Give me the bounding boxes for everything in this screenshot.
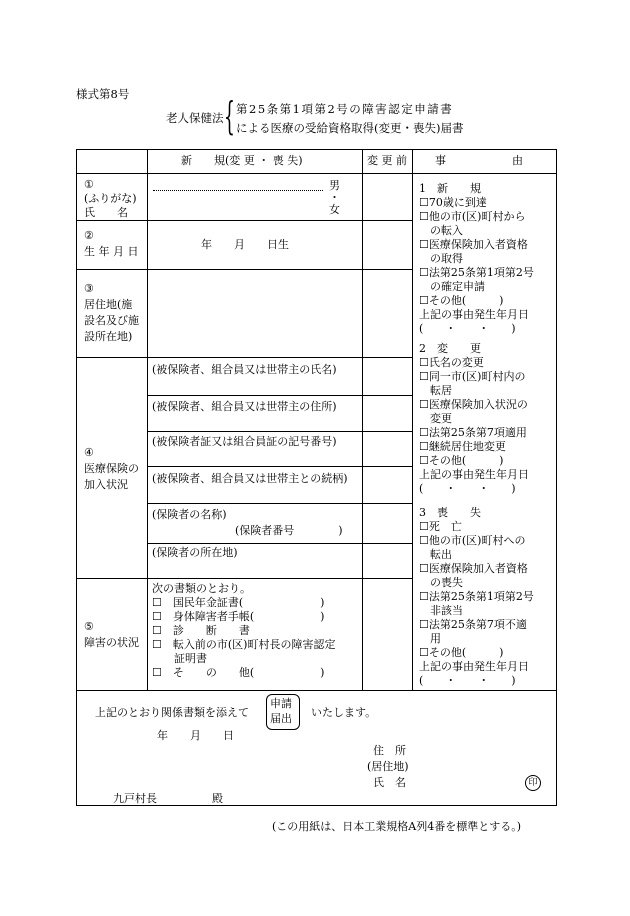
footer-note: (この用紙は、日本工業規格A列4番を標準とする。)	[272, 820, 522, 833]
reason-line: 転居	[419, 384, 452, 397]
reason-line: ( ・ ・ )	[419, 674, 516, 687]
name-furigana-label: (ふりがな)	[84, 192, 137, 205]
reason-line: 上記の事由発生年月日	[419, 468, 529, 481]
reason-line: ☐医療保険加入状況の	[419, 398, 528, 411]
reason-line: ( ・ ・ )	[419, 482, 516, 495]
insurance-item: (被保険者証又は組合員証の記号番号)	[152, 435, 337, 448]
insurance-number: ④	[84, 446, 94, 459]
addressee: 九戸村長 殿	[113, 792, 223, 805]
reason-line: ☐氏名の変更	[419, 356, 484, 369]
reason-line: ☐法第25条第7項不適	[419, 618, 527, 631]
reason-line: の喪失	[419, 576, 463, 589]
title-line-2: による医療の受給資格取得(変更・喪失)届書	[236, 121, 464, 135]
form-table	[76, 149, 557, 806]
reason-change	[419, 342, 529, 496]
insurance-item: (保険者の名称)	[152, 508, 227, 521]
reason-line: 2 変 更	[419, 342, 481, 355]
birth-number: ②	[84, 229, 94, 242]
option-notify: 届出	[270, 712, 292, 725]
insurance-item: (保険者番号 )	[235, 524, 343, 537]
male-label: 男	[329, 179, 340, 192]
reason-line: ☐法第25条第7項適用	[419, 426, 527, 439]
birth-value: 年 月 日生	[201, 238, 289, 251]
disability-item: ☐ そ の 他( )	[152, 666, 325, 679]
seal-mark: 印	[525, 775, 541, 791]
disability-label: 障害の状況	[84, 636, 139, 649]
reason-line: 非該当	[419, 604, 463, 617]
reason-line: 3 喪 失	[419, 506, 481, 519]
declaration-pre: 上記のとおり関係書類を添えて	[95, 706, 249, 719]
reason-line: ☐その他( )	[419, 454, 504, 467]
reason-line: 変更	[419, 412, 452, 425]
form-number: 様式第8号	[76, 87, 130, 101]
birth-label: 生 年 月 日	[84, 245, 139, 258]
dot-separator: ・	[329, 191, 340, 204]
col-header-new: 新 規(変 更 ・ 喪 失)	[181, 154, 303, 167]
insurance-label-1: 医療保険の	[84, 462, 139, 475]
disability-item: ☐ 身体障害者手帳( )	[152, 610, 325, 623]
brace: {	[224, 94, 235, 138]
reason-line: ☐死 亡	[419, 520, 462, 533]
name-number: ①	[84, 178, 94, 191]
reason-new	[419, 182, 534, 336]
residence-field-label: (居住地)	[367, 760, 409, 773]
reason-line: 転出	[419, 548, 452, 561]
disability-item: 証明書	[152, 652, 207, 665]
furigana-line	[153, 190, 323, 191]
address-number: ③	[84, 282, 94, 295]
reason-line: ☐継続居住地変更	[419, 440, 506, 453]
reason-loss	[419, 506, 534, 688]
law-name: 老人保健法	[166, 111, 224, 125]
reason-line: ☐医療保険加入者資格	[419, 562, 528, 575]
col-header-before: 変 更 前	[367, 154, 407, 167]
reason-line: ☐他の市(区)町村への	[419, 534, 526, 547]
address-label-3: 設所在地)	[84, 330, 133, 343]
reason-line: 上記の事由発生年月日	[419, 660, 529, 673]
disability-item: ☐ 国民年金証書( )	[152, 596, 325, 609]
reason-line: ☐他の市(区)町村から	[419, 210, 526, 223]
reason-line: ☐その他( )	[419, 646, 504, 659]
insurance-item: (被保険者、組合員又は世帯主の氏名)	[152, 363, 337, 376]
insurance-item: (被保険者、組合員又は世帯主の住所)	[152, 400, 337, 413]
reason-line: の取得	[419, 252, 463, 265]
disability-items	[152, 582, 335, 680]
title-line-1: 第25条第1項第2号の障害認定申請書	[236, 102, 454, 116]
insurance-item: (保険者の所在地)	[152, 546, 238, 559]
insurance-label-2: 加入状況	[84, 478, 128, 491]
reason-line: ☐その他( )	[419, 294, 504, 307]
declaration-post: いたします。	[311, 706, 377, 719]
reason-line: の転入	[419, 224, 463, 237]
insurance-item: (被保険者、組合員又は世帯主との続柄)	[152, 472, 348, 485]
reason-line: ☐同一市(区)町村内の	[419, 370, 526, 383]
reason-line: 1 新 規	[419, 182, 481, 195]
reason-line: 用	[419, 632, 441, 645]
reason-line: ☐医療保険加入者資格	[419, 238, 528, 251]
option-apply: 申請	[270, 697, 292, 710]
reason-line: ☐70歳に到達	[419, 196, 487, 209]
name-field-label: 氏 名	[373, 776, 406, 789]
disability-number: ⑤	[84, 620, 94, 633]
female-label: 女	[329, 203, 340, 216]
declaration-date: 年 月 日	[157, 729, 234, 742]
disability-item: 次の書類のとおり。	[152, 582, 251, 595]
reason-line: ( ・ ・ )	[419, 322, 516, 335]
reason-line: の確定申請	[419, 280, 485, 293]
disability-item: ☐ 診 断 書	[152, 624, 250, 637]
address-field-label: 住 所	[373, 744, 406, 757]
name-label: 氏 名	[84, 206, 128, 219]
col-header-reason: 事 由	[435, 154, 523, 167]
reason-line: ☐法第25条第1項第2号	[419, 266, 534, 279]
reason-line: ☐法第25条第1項第2号	[419, 590, 534, 603]
address-label-1: 居住地(施	[84, 298, 133, 311]
address-label-2: 設名及び施	[84, 314, 139, 327]
reason-line: 上記の事由発生年月日	[419, 308, 529, 321]
disability-item: ☐ 転入前の市(区)町村長の障害認定	[152, 638, 336, 651]
